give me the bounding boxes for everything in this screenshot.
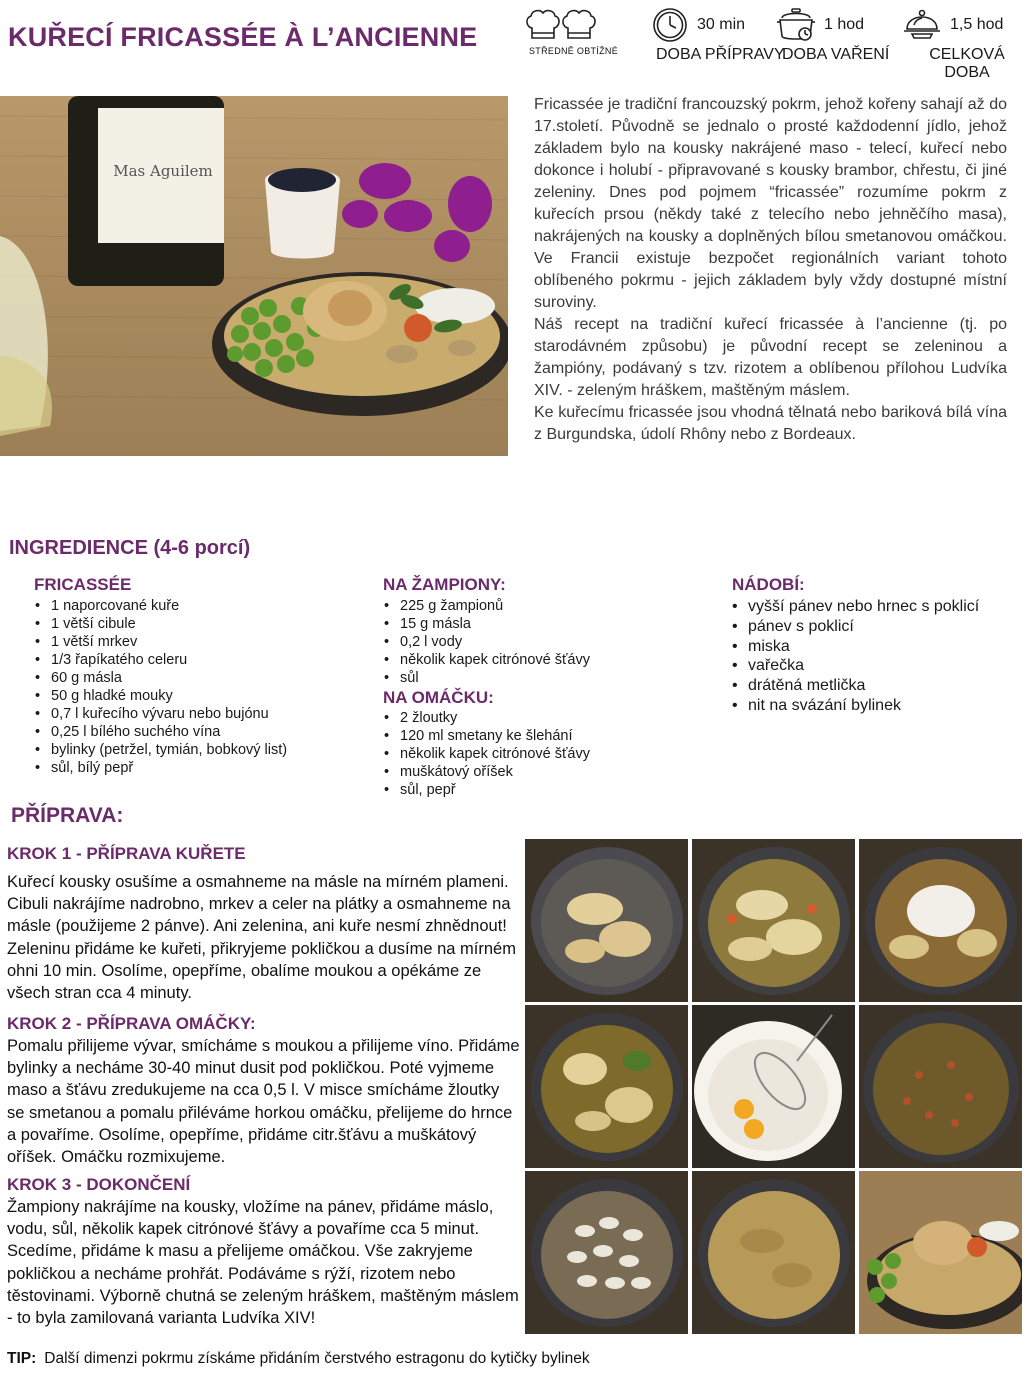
sauce-title: NA OMÁČKU: xyxy=(383,688,494,707)
cook-time-value: 1 hod xyxy=(824,16,865,33)
list-item: • pánev s poklicí xyxy=(730,617,979,637)
list-item: • 1 naporcované kuře xyxy=(33,597,287,615)
fricassee-list xyxy=(33,597,287,777)
step-2-text: Pomalu přilijeme vývar, smícháme s moukou a přilijeme víno. Přidáme bylinky a necháme 30-40 minut dusit pod pokličkou. Poté vyjmeme maso a šťávu zredukujeme na cca 0,5 l. V misce smícháme žloutky se smetanou a pomalu přiléváme horkou omáčku, přelijeme do hrnce a povaříme. Osolíme, opepříme, přidáme citr.šťávu a muškátový oříšek. Omáčku rozmixujeme. xyxy=(7,1037,520,1167)
fricassee-title: FRICASSÉE xyxy=(34,575,132,594)
list-item: • sůl, bílý pepř xyxy=(33,759,287,777)
list-item: • 50 g hladké mouky xyxy=(33,687,287,705)
total-time-value: 1,5 hod xyxy=(950,16,1004,33)
list-item: • 0,2 l vody xyxy=(382,633,590,651)
tip-text: Další dimenzi pokrmu získáme přidáním čerstvého estragonu do kytičky bylinek xyxy=(44,1350,590,1367)
step-2-title: KROK 2 - PŘÍPRAVA OMÁČKY: xyxy=(7,1014,256,1033)
tip-label: TIP: xyxy=(7,1350,37,1367)
pot-icon xyxy=(776,6,816,44)
list-item: • 1 větší cibule xyxy=(33,615,287,633)
step-1-title: KROK 1 - PŘÍPRAVA KUŘETE xyxy=(7,844,246,863)
step-photo xyxy=(859,1171,1022,1334)
step-photo xyxy=(525,1005,688,1168)
page-title: KUŘECÍ FRICASSÉE À L’ANCIENNE xyxy=(8,22,478,52)
list-item: • několik kapek citrónové šťávy xyxy=(382,745,590,763)
ingredients-heading: INGREDIENCE (4-6 porcí) xyxy=(9,537,251,559)
list-item: • bylinky (petržel, tymián, bobkový list) xyxy=(33,741,287,759)
cloche-icon xyxy=(902,7,942,41)
step-photo xyxy=(859,1005,1022,1168)
list-item: • muškátový oříšek xyxy=(382,763,590,781)
intro-paragraph-1: Fricassée je tradiční francouzský pokrm, jehož kořeny sahají až do 17.století. Původně se jednalo o prosté každodenní jídlo, jehož základem bylo na kousky nakrájené maso - telecí, kuřecí nebo dokonce i holubí - připravované s kousky brambor, chřestu, či jiné zeleniny. Dnes pod pojmem “fricassée” rozumíme pokrm z kuřecích prsou (někdy také z telecího nebo jehněčího masa), nakrájených na kousky a doplněných bílou smetanovou omáčkou. Ve Francii existuje bezpočet regionálních variant tohoto oblíbeného pokrmu - jejich základem byly vždy dostupné místní suroviny. xyxy=(534,96,1007,311)
list-item: • 0,25 l bílého suchého vína xyxy=(33,723,287,741)
list-item: • sůl xyxy=(382,669,590,687)
intro-text xyxy=(534,94,1007,446)
step-3-title: KROK 3 - DOKONČENÍ xyxy=(7,1175,191,1194)
list-item: • miska xyxy=(730,637,979,657)
preparation-heading: PŘÍPRAVA: xyxy=(11,804,124,827)
hero-illustration xyxy=(0,96,508,456)
step-photo xyxy=(692,1005,855,1168)
list-item: • 15 g másla xyxy=(382,615,590,633)
list-item: • 225 g žampionů xyxy=(382,597,590,615)
list-item: • 2 žloutky xyxy=(382,709,590,727)
list-item: • 0,7 l kuřecího vývaru nebo bujónu xyxy=(33,705,287,723)
list-item: • 1/3 řapíkatého celeru xyxy=(33,651,287,669)
total-time-label: CELKOVÁ DOBA xyxy=(929,46,1005,81)
step-3-text: Žampiony nakrájíme na kousky, vložíme na pánev, přidáme máslo, vodu, sůl, několik kapek citrónové šťávy a povaříme cca 5 minut. Scedíme, přidáme k masu a přelijeme omáčkou. Vše zakryjeme pokličkou a necháme prohřát. Podáváme s rýží, rizotem nebo těstovinami. Výborně chutná se zeleným hráškem, maštěným máslem - to byla zamilovaná varianta Ludvíka XIV! xyxy=(7,1198,519,1328)
step-photo xyxy=(692,839,855,1002)
list-item: • několik kapek citrónové šťávy xyxy=(382,651,590,669)
equipment-title: NÁDOBÍ: xyxy=(732,575,805,594)
tip xyxy=(7,1350,590,1368)
list-item: • 60 g másla xyxy=(33,669,287,687)
prep-time-label: DOBA PŘÍPRAVY xyxy=(656,46,785,63)
hero-photo xyxy=(0,96,508,456)
intro-paragraph-2: Náš recept na tradiční kuřecí fricassée à l’ancienne (tj. po starodávném způsobu) je původní recept se zeleninou a žampióny, podávaný s tzv. rizotem a oblíbenou přílohou Ludvíka XIV. - zeleným hráškem, maštěným máslem. xyxy=(534,316,1007,399)
list-item: • nit na svázání bylinek xyxy=(730,696,979,716)
clock-icon xyxy=(652,7,688,43)
step-photo xyxy=(859,839,1022,1002)
step-photo xyxy=(525,839,688,1002)
step-photo xyxy=(692,1171,855,1334)
mushrooms-title: NA ŽAMPIONY: xyxy=(383,575,506,594)
difficulty-label: STŘEDNĚ OBTÍŽNÉ xyxy=(529,46,619,56)
sauce-list xyxy=(382,709,590,799)
chef-hat-icon xyxy=(524,8,600,42)
list-item: • vařečka xyxy=(730,656,979,676)
intro-paragraph-3: Ke kuřecímu fricassée jsou vhodná tělnatá nebo bariková bílá vína z Burgundska, údolí Rhôny nebo z Bordeaux. xyxy=(534,404,1007,443)
prep-time-value: 30 min xyxy=(697,16,746,33)
step-1-text: Kuřecí kousky osušíme a osmahneme na másle na mírném plameni. Cibuli nakrájíme nadrobno, mrkev a celer na plátky a osmahneme na másle (použijeme 2 pánve). Ani zelenina, ani kuře nesmí zhnědnout! Zeleninu přidáme ke kuřeti, přikryjeme pokličkou a dusíme na mírném ohni 10 min. Osolíme, opepříme, obalíme moukou a opékáme ze všech stran cca 4 minuty. xyxy=(7,873,516,1003)
mushrooms-list xyxy=(382,597,590,687)
list-item: • 1 větší mrkev xyxy=(33,633,287,651)
step-photo xyxy=(525,1171,688,1334)
list-item: • vyšší pánev nebo hrnec s poklicí xyxy=(730,597,979,617)
wine-bottle-label: Mas Aguilem xyxy=(113,162,213,180)
list-item: • drátěná metlička xyxy=(730,676,979,696)
list-item: • sůl, pepř xyxy=(382,781,590,799)
list-item: • 120 ml smetany ke šlehání xyxy=(382,727,590,745)
cook-time-label: DOBA VAŘENÍ xyxy=(782,46,890,63)
equipment-list xyxy=(730,597,979,716)
